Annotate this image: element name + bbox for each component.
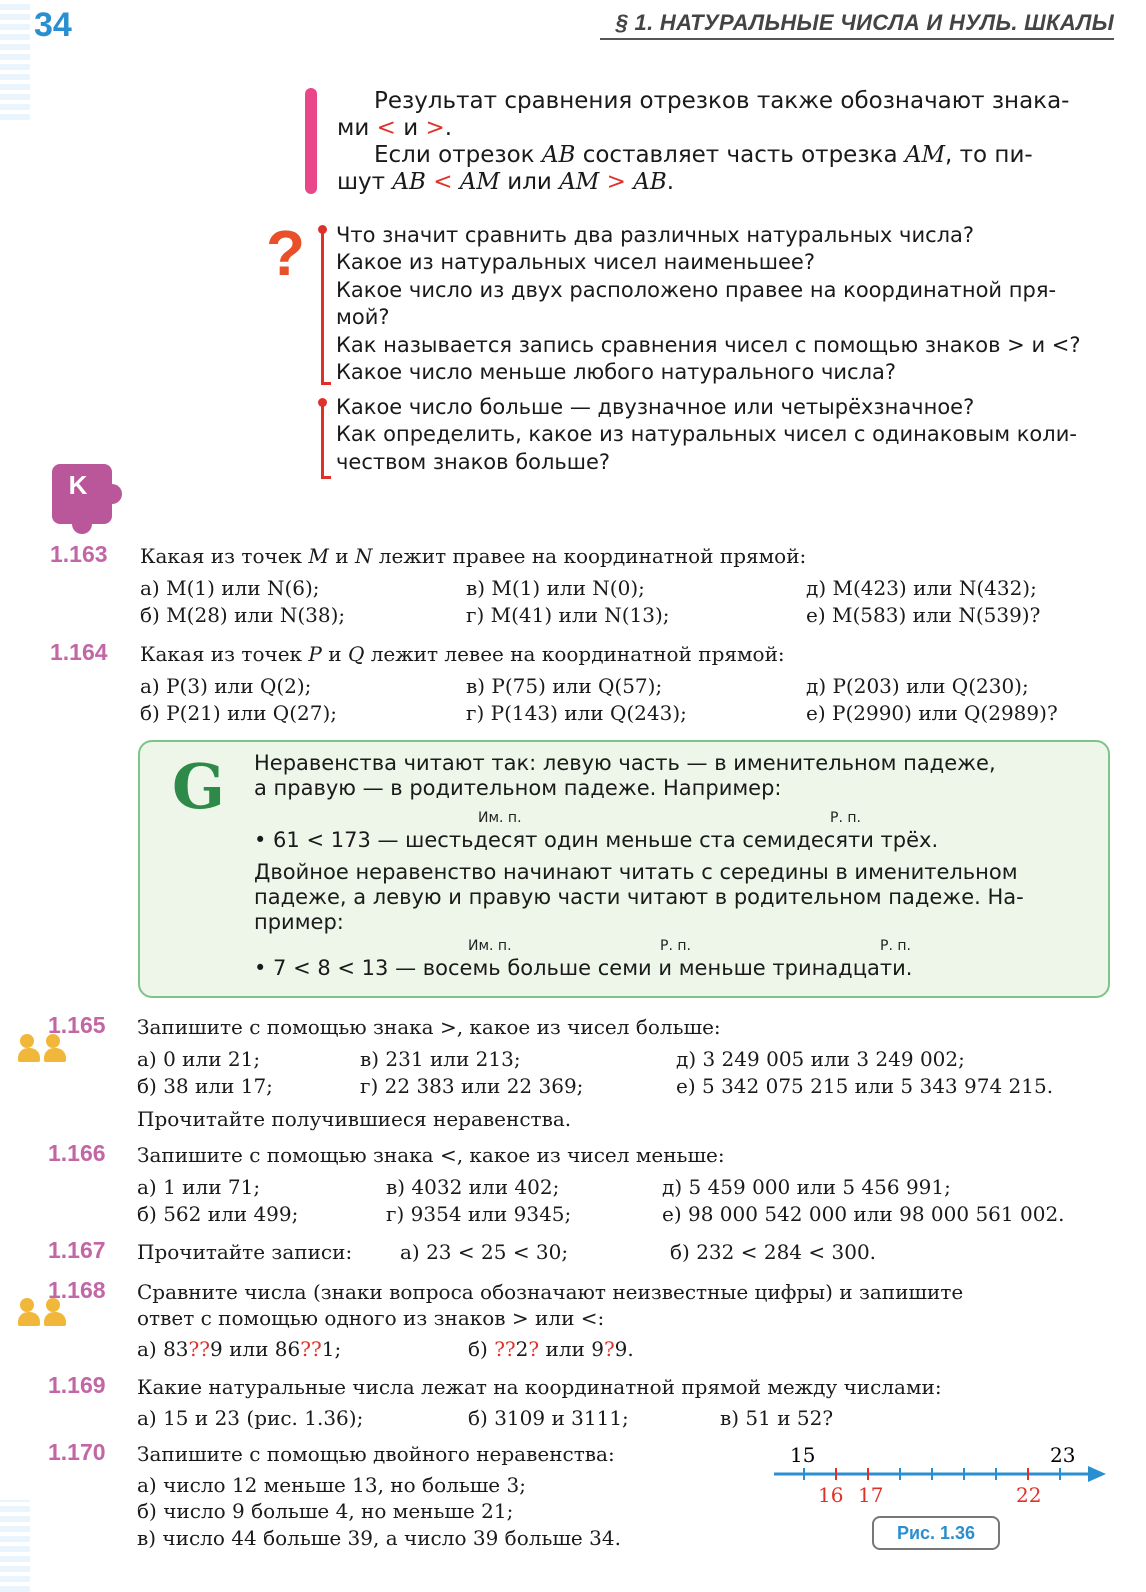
corner-decoration-bottom — [0, 1500, 30, 1592]
label-15: 15 — [790, 1443, 816, 1467]
theory-line-3: Если отрезок AB составляет часть отрезка AM, то пи- — [374, 142, 1033, 168]
number-line-figure — [770, 1438, 1110, 1528]
exercise-item: в) M(1) или N(0); — [466, 576, 645, 600]
question-bracket-2 — [321, 403, 324, 479]
exercise-item: а) 1 или 71; — [137, 1175, 261, 1199]
exercise-item: д) 5 459 000 или 5 456 991; — [662, 1175, 951, 1199]
bracket-tick — [321, 476, 331, 479]
exercise-item: б) 3109 и 3111; — [468, 1406, 629, 1430]
number-line-arrow — [1088, 1466, 1106, 1482]
label-23: 23 — [1050, 1443, 1076, 1467]
question-bracket-1 — [321, 230, 324, 385]
exercise-item: г) 9354 или 9345; — [386, 1202, 572, 1226]
exercise-item: а) 0 или 21; — [137, 1047, 261, 1071]
rule-example: • 7 < 8 < 13 — восемь больше семи и меньше тринадцати. — [254, 956, 913, 980]
exercise-item: б) число 9 больше 4, но меньше 21; — [137, 1499, 514, 1523]
case-label: Им. п. — [478, 810, 522, 826]
exercise-item: в) P(75) или Q(57); — [466, 674, 663, 698]
exercise-item: б) 38 или 17; — [137, 1074, 273, 1098]
case-label: Им. п. — [468, 938, 512, 954]
exercise-item: б) M(28) или N(38); — [140, 603, 346, 627]
rule-line: Двойное неравенство начинают читать с середины в именительном — [254, 860, 1018, 884]
bracket-tick — [321, 382, 331, 385]
exercise-item: в) 231 или 213; — [360, 1047, 521, 1071]
theory-line-1: Результат сравнения отрезков также обозначают знака- — [374, 88, 1070, 114]
exercise-item: б) 562 или 499; — [137, 1202, 299, 1226]
question-3-cont: мой? — [336, 305, 390, 329]
reading-rule-icon: G — [172, 750, 225, 823]
question-5: Какое число меньше любого натурального числа? — [336, 360, 897, 384]
exercise-166-text: Запишите с помощью знака <, какое из чисел меньше: — [137, 1143, 725, 1167]
question-1: Что значит сравнить два различных натуральных числа? — [336, 223, 975, 247]
question-7-cont: чеством знаков больше? — [336, 450, 611, 474]
exercise-number: 1.168 — [48, 1277, 106, 1303]
k-badge-letter: K — [68, 470, 88, 500]
exercise-164-text: Какая из точек P и Q лежит левее на координатной прямой: — [140, 642, 785, 666]
exercise-item: б) 232 < 284 < 300. — [670, 1240, 877, 1264]
exercise-item: е) M(583) или N(539)? — [806, 603, 1041, 627]
exercise-170-text: Запишите с помощью двойного неравенства: — [137, 1442, 615, 1466]
exercise-item: б) ??2? или 9?9. — [468, 1337, 634, 1361]
exercise-item: д) P(203) или Q(230); — [806, 674, 1029, 698]
exercise-item: в) 4032 или 402; — [386, 1175, 560, 1199]
exercise-165-text: Запишите с помощью знака >, какое из чисел больше: — [137, 1015, 721, 1039]
exercise-item: в) 51 и 52? — [720, 1406, 834, 1430]
rule-line: Неравенства читают так: левую часть — в именительном падеже, — [254, 751, 996, 775]
exercise-number: 1.170 — [48, 1439, 106, 1465]
exercise-item: д) 3 249 005 или 3 249 002; — [676, 1047, 965, 1071]
running-head: § 1. НАТУРАЛЬНЫЕ ЧИСЛА И НУЛЬ. ШКАЛЫ — [615, 10, 1114, 35]
exercise-number: 1.166 — [48, 1140, 106, 1166]
exercise-169-text: Какие натуральные числа лежат на координатной прямой между числами: — [137, 1375, 942, 1399]
exercise-item: а) 15 и 23 (рис. 1.36); — [137, 1406, 364, 1430]
exercise-number: 1.167 — [48, 1237, 106, 1263]
question-2: Какое из натуральных чисел наименьшее? — [336, 250, 816, 274]
figure-caption: Рис. 1.36 — [872, 1516, 1000, 1550]
case-label: Р. п. — [830, 810, 861, 826]
theory-line-4: шут AB < AM или AM > AB. — [337, 169, 675, 195]
exercise-item: а) M(1) или N(6); — [140, 576, 320, 600]
exercise-168-line-2: ответ с помощью одного из знаков > или <: — [137, 1306, 605, 1330]
exercise-number: 1.164 — [50, 639, 108, 665]
label-22: 22 — [1016, 1483, 1042, 1507]
exercise-163-text: Какая из точек M и N лежит правее на координатной прямой: — [140, 544, 807, 568]
exercise-item: е) 5 342 075 215 или 5 343 974 215. — [676, 1074, 1054, 1098]
header-rule — [600, 38, 1114, 40]
exercise-item: д) M(423) или N(432); — [806, 576, 1037, 600]
question-4: Как называется запись сравнения чисел с помощью знаков > и <? — [336, 333, 1081, 357]
corner-decoration — [0, 0, 30, 120]
theory-bar — [305, 88, 317, 194]
rule-example: • 61 < 173 — шестьдесят один меньше ста семидесяти трёх. — [254, 828, 939, 852]
rule-line: падеже, а левую и правую части читают в родительном падеже. На- — [254, 885, 1024, 909]
exercise-item: в) число 44 больше 39, а число 39 больше 34. — [137, 1526, 621, 1550]
exercise-item: б) P(21) или Q(27); — [140, 701, 337, 725]
label-17: 17 — [858, 1483, 884, 1507]
exercise-number: 1.163 — [50, 541, 108, 567]
rule-line: пример: — [254, 910, 344, 934]
question-mark-icon: ? — [266, 217, 306, 289]
question-6: Какое число больше — двузначное или четырёхзначное? — [336, 395, 975, 419]
question-3: Какое число из двух расположено правее на координатной пря- — [336, 278, 1057, 302]
exercise-item: а) P(3) или Q(2); — [140, 674, 312, 698]
exercise-item: а) 83??9 или 86??1; — [137, 1337, 342, 1361]
exercise-165-tail: Прочитайте получившиеся неравенства. — [137, 1107, 572, 1131]
exercise-item: г) P(143) или Q(243); — [466, 701, 687, 725]
rule-line: а правую — в родительном падеже. Например: — [254, 776, 782, 800]
exercise-168-line-1: Сравните числа (знаки вопроса обозначают неизвестные цифры) и запишите — [137, 1280, 964, 1304]
exercise-item: г) 22 383 или 22 369; — [360, 1074, 584, 1098]
exercise-item: а) 23 < 25 < 30; — [400, 1240, 569, 1264]
label-16: 16 — [818, 1483, 844, 1507]
exercise-item: г) M(41) или N(13); — [466, 603, 670, 627]
exercise-item: а) число 12 меньше 13, но больше 3; — [137, 1473, 526, 1497]
case-label: Р. п. — [660, 938, 691, 954]
exercise-item: е) 98 000 542 000 или 98 000 561 002. — [662, 1202, 1065, 1226]
page-number: 34 — [34, 6, 72, 44]
exercise-167-text: Прочитайте записи: — [137, 1240, 353, 1264]
exercise-number: 1.165 — [48, 1012, 106, 1038]
question-7: Как определить, какое из натуральных чисел с одинаковым коли- — [336, 422, 1077, 446]
k-badge-icon — [52, 464, 112, 524]
case-label: Р. п. — [880, 938, 911, 954]
theory-line-2: ми < и >. — [337, 115, 453, 141]
exercise-number: 1.169 — [48, 1372, 106, 1398]
exercise-item: е) P(2990) или Q(2989)? — [806, 701, 1058, 725]
